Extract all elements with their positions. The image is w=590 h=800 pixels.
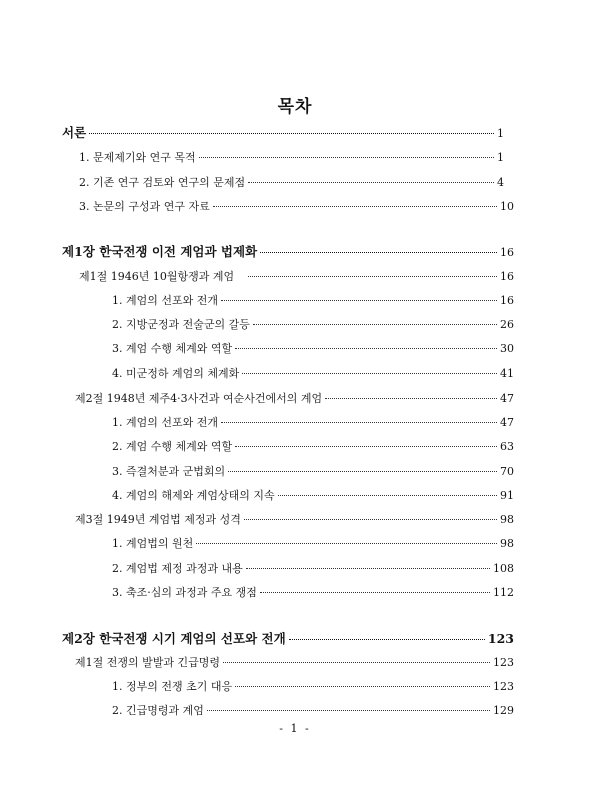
toc-chapter-2[interactable] (62, 632, 514, 646)
toc-entry[interactable] (112, 416, 514, 430)
toc-entry-text: 제2장 한국전쟁 시기 계엄의 선포와 전개 (62, 631, 286, 646)
toc-entry-text: 3. 논문의 구성과 연구 자료 (79, 200, 210, 213)
dot-leader (235, 686, 490, 687)
toc-entry-text: 1. 계엄의 선포와 전개 (112, 416, 218, 429)
toc-entry-text: 2. 계엄 수행 체계와 역할 (112, 440, 233, 453)
dot-leader (248, 182, 494, 183)
dot-leader (325, 398, 497, 399)
toc-entry[interactable] (112, 562, 514, 576)
toc-entry-page: 129 (493, 704, 514, 717)
toc-entry-text: 3. 축조·심의 과정과 주요 쟁점 (112, 586, 257, 599)
toc-entry[interactable] (112, 586, 514, 600)
toc-entry-page: 123 (493, 680, 514, 693)
toc-entry-text: 제1절 전쟁의 발발과 긴급명령 (75, 656, 220, 669)
toc-entry-text: 1. 정부의 전쟁 초기 대응 (112, 680, 233, 693)
dot-leader (246, 568, 490, 569)
toc-section[interactable] (75, 513, 514, 527)
toc-entry-page: 1 (497, 151, 504, 164)
toc-section[interactable] (75, 656, 514, 670)
toc-entry[interactable] (112, 680, 514, 694)
toc-entry-text: 2. 계엄법 제정 과정과 내용 (112, 562, 243, 575)
toc-entry-page: 47 (500, 416, 514, 429)
toc-entry-text: 3. 즉결처분과 군법회의 (112, 465, 226, 478)
toc-entry-text: 2. 기존 연구 검토와 연구의 문제점 (79, 176, 246, 189)
toc-entry-text: 1. 계엄의 선포와 전개 (112, 294, 218, 307)
toc-entry-page: 16 (500, 294, 514, 307)
toc-entry-page: 63 (500, 440, 514, 453)
toc-entry-page: 47 (500, 392, 514, 405)
toc-entry[interactable] (79, 176, 504, 190)
dot-leader (248, 276, 497, 277)
toc-entry-intro[interactable] (62, 126, 504, 141)
dot-leader (253, 324, 497, 325)
toc-entry[interactable] (79, 200, 514, 214)
toc-entry[interactable] (79, 151, 504, 165)
toc-entry-page: 123 (487, 631, 514, 646)
toc-entry[interactable] (112, 465, 514, 479)
dot-leader (221, 300, 497, 301)
toc-entry-page: 16 (500, 270, 514, 283)
toc-entry-page: 98 (500, 537, 514, 550)
toc-entry-page: 4 (497, 176, 504, 189)
toc-entry-page: 112 (493, 586, 514, 599)
toc-entry[interactable] (112, 367, 514, 381)
toc-entry-page: 108 (493, 562, 514, 575)
toc-entry-text: 제1절 1946년 10월항쟁과 계엄 (79, 270, 235, 283)
dot-leader (213, 206, 497, 207)
dot-leader (242, 373, 497, 374)
dot-leader (228, 471, 497, 472)
toc-entry-page: 41 (500, 367, 514, 380)
toc-entry-page: 70 (500, 465, 514, 478)
page-title: 목차 (277, 97, 313, 117)
toc-chapter-1[interactable] (62, 245, 514, 260)
toc-entry[interactable] (112, 537, 514, 551)
toc-entry-page: 16 (500, 246, 514, 259)
toc-entry[interactable] (112, 294, 514, 308)
dot-leader (221, 422, 497, 423)
dot-leader (223, 662, 490, 663)
toc-entry[interactable] (112, 440, 514, 454)
toc-entry[interactable] (112, 704, 514, 718)
dot-leader (207, 710, 490, 711)
toc-entry[interactable] (112, 318, 514, 332)
dot-leader (260, 252, 497, 253)
toc-entry-page: 30 (500, 342, 514, 355)
dot-leader (235, 348, 497, 349)
toc-entry-text: 2. 지방군정과 전술군의 갈등 (112, 318, 250, 331)
toc-entry-page: 123 (493, 656, 514, 669)
dot-leader (278, 495, 497, 496)
dot-leader (235, 446, 497, 447)
toc-entry-text: 4. 계엄의 해제와 계엄상태의 지속 (112, 489, 275, 502)
toc-entry-text: 제1장 한국전쟁 이전 계엄과 법제화 (62, 244, 258, 259)
dot-leader (89, 133, 494, 134)
dot-leader (260, 592, 490, 593)
dot-leader (199, 157, 494, 158)
toc-entry-text: 서론 (62, 125, 87, 140)
toc-entry-text: 제2절 1948년 제주4·3사건과 여순사건에서의 계엄 (75, 392, 323, 405)
toc-entry-text: 2. 긴급명령과 계엄 (112, 704, 204, 717)
toc-entry[interactable] (112, 489, 514, 503)
toc-entry-text: 1. 계엄법의 원천 (112, 537, 194, 550)
toc-entry-page: 10 (500, 200, 514, 213)
toc-entry-page: 1 (497, 127, 504, 140)
dot-leader (289, 639, 485, 640)
dot-leader (196, 543, 497, 544)
toc-entry-text: 1. 문제제기와 연구 목적 (79, 151, 196, 164)
toc-entry-page: 98 (500, 513, 514, 526)
toc-section[interactable] (75, 392, 514, 406)
toc-entry-page: 91 (500, 489, 514, 502)
toc-entry-text: 3. 계엄 수행 체계와 역할 (112, 342, 233, 355)
toc-entry[interactable] (112, 342, 514, 356)
dot-leader (244, 519, 497, 520)
toc-entry-text: 4. 미군정하 계엄의 체계화 (112, 367, 240, 380)
toc-entry-text: 제3절 1949년 계엄법 제정과 성격 (75, 513, 241, 526)
toc-entry-page: 26 (500, 318, 514, 331)
toc-section[interactable] (79, 270, 514, 284)
page-number-footer: - 1 - (279, 722, 311, 735)
